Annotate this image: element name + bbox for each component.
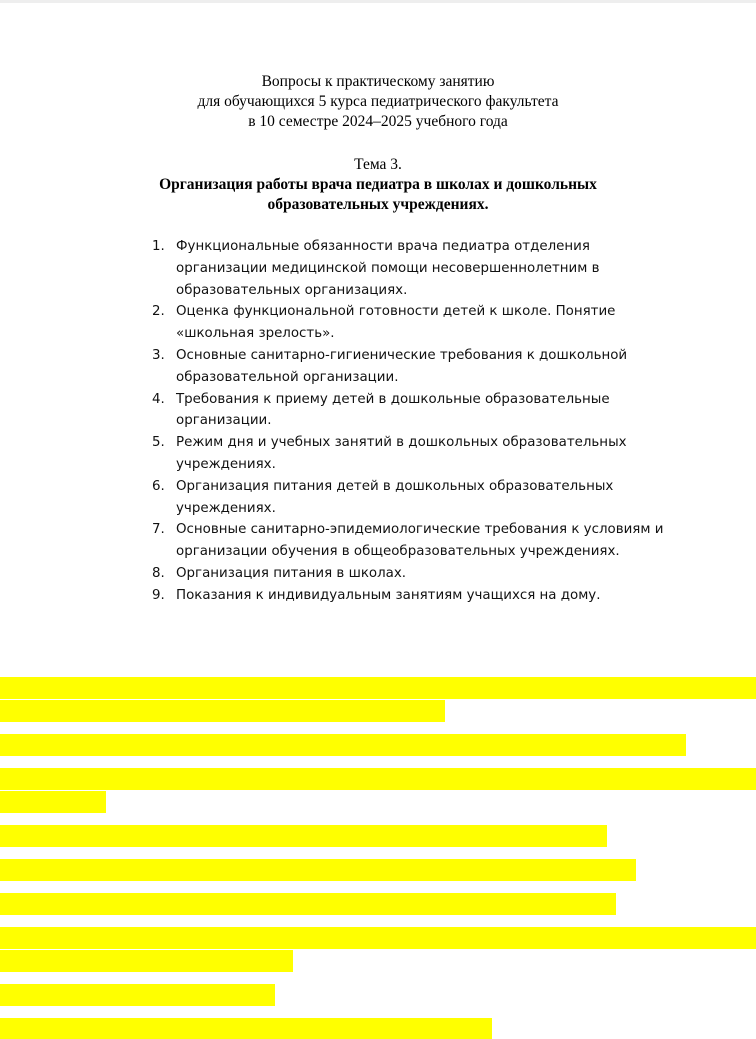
question-text-line: Организация питания в школах.	[176, 565, 407, 581]
question-text-line: организации.	[176, 413, 272, 429]
question-item	[152, 476, 712, 520]
header-line-3: в 10 семестре 2024–2025 учебного года	[248, 113, 508, 130]
question-text-line: образовательной организации.	[176, 369, 399, 385]
question-number: 5.	[152, 435, 165, 451]
topic-block	[0, 155, 756, 215]
question-text-line: Требования к приему детей в дошкольные образовательные	[176, 391, 610, 407]
question-number: 9.	[152, 587, 165, 603]
topic-title-line-2: образовательных учреждениях.	[267, 196, 489, 213]
redaction-bar	[0, 768, 756, 790]
redaction-bar	[0, 791, 106, 813]
question-item	[152, 563, 712, 585]
question-item	[152, 301, 712, 345]
question-item	[152, 432, 712, 476]
redaction-bar	[0, 677, 756, 699]
redaction-bar	[0, 1018, 492, 1039]
redaction-bar	[0, 859, 636, 881]
question-item	[152, 345, 712, 389]
questions-list	[152, 236, 712, 607]
question-text-line: Показания к индивидуальным занятиям учащихся на дому.	[176, 587, 601, 603]
redaction-bar	[0, 734, 686, 756]
question-text-line: Оценка функциональной готовности детей к школе. Понятие	[176, 304, 616, 320]
question-text-line: Организация питания детей в дошкольных образовательных	[176, 478, 614, 494]
redaction-bar	[0, 927, 756, 949]
question-text-line: учреждениях.	[176, 456, 276, 472]
question-number: 1.	[152, 239, 165, 254]
question-item	[152, 236, 712, 301]
question-item	[152, 389, 712, 433]
question-number: 7.	[152, 522, 165, 538]
question-text-line: организации медицинской помощи несовершеннолетним в	[176, 260, 600, 276]
question-number: 2.	[152, 304, 165, 320]
redaction-bar	[0, 893, 616, 915]
redaction-bar	[0, 825, 607, 847]
question-text-line: Режим дня и учебных занятий в дошкольных образовательных	[176, 435, 627, 451]
redaction-bar	[0, 984, 275, 1006]
redaction-bar	[0, 950, 293, 972]
question-number: 4.	[152, 391, 165, 407]
document-header	[0, 72, 756, 132]
question-number: 6.	[152, 478, 165, 494]
question-text-line: Основные санитарно-гигиенические требования к дошкольной	[176, 347, 628, 363]
question-text-line: Основные санитарно-эпидемиологические требования к условиям и	[176, 522, 664, 538]
question-text-line: образовательных организациях.	[176, 282, 408, 298]
question-number: 8.	[152, 565, 165, 581]
header-line-1: Вопросы к практическому занятию	[261, 73, 495, 90]
redaction-bar	[0, 700, 445, 722]
question-text-line: Функциональные обязанности врача педиатра отделения	[176, 239, 590, 254]
question-text-line: «школьная зрелость».	[176, 326, 335, 342]
header-line-2: для обучающихся 5 курса педиатрического факультета	[197, 93, 559, 110]
top-divider	[0, 0, 756, 3]
question-number: 3.	[152, 347, 165, 363]
question-item	[152, 519, 712, 563]
question-text-line: организации обучения в общеобразовательных учреждениях.	[176, 544, 620, 560]
question-text-line: учреждениях.	[176, 500, 276, 516]
topic-label: Тема 3.	[354, 156, 402, 173]
topic-title-line-1: Организация работы врача педиатра в школах и дошкольных	[159, 176, 597, 193]
question-item	[152, 585, 712, 607]
